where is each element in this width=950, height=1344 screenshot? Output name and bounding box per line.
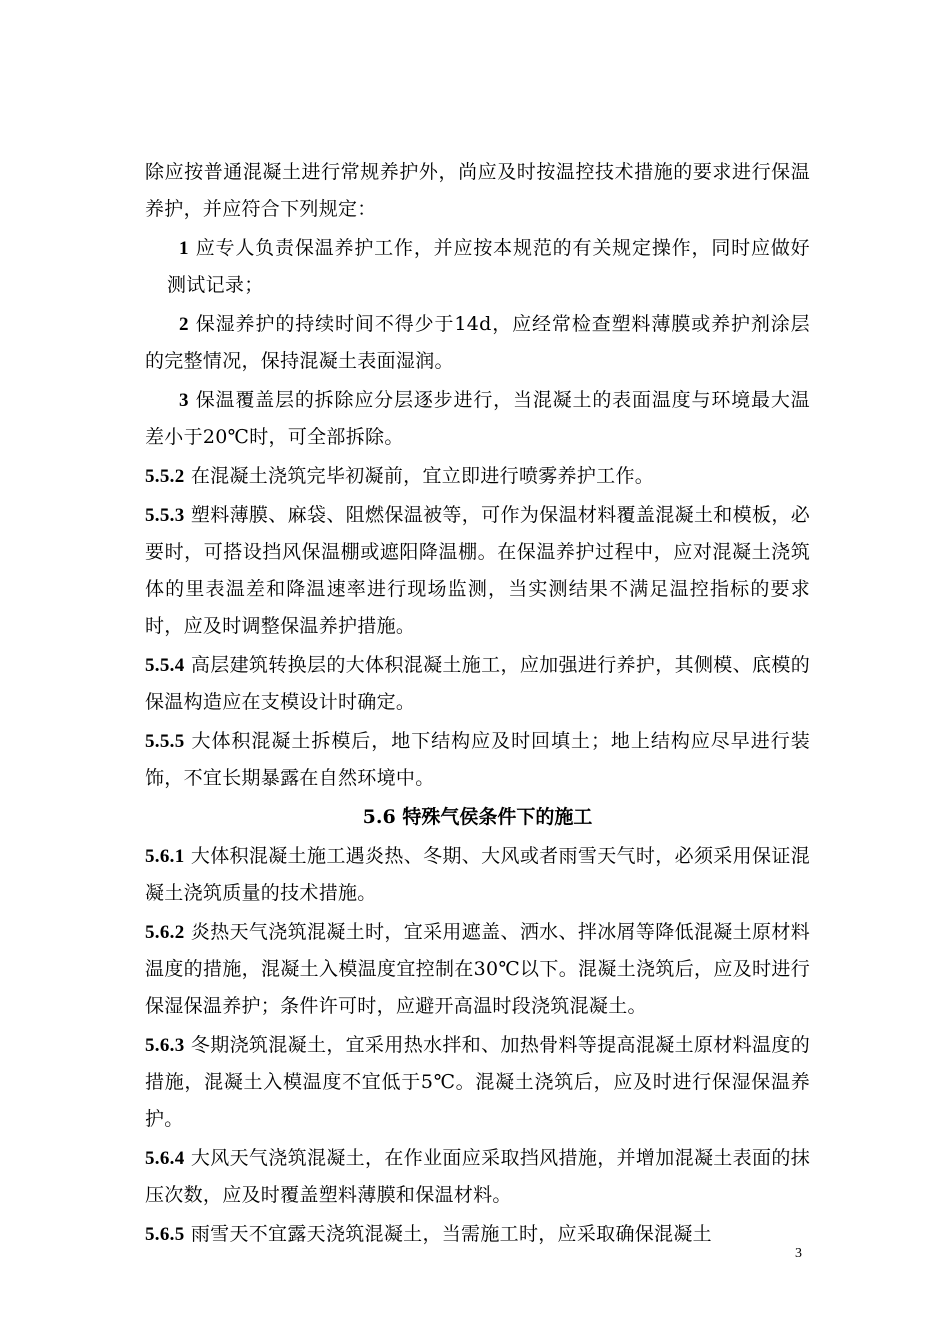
item-text: 保温覆盖层的拆除应分层逐步进行，当混凝土的表面温度与环境最大温差小于20℃时，可全部拆除。 (145, 389, 810, 448)
item-number: 3 (179, 390, 189, 411)
clause-5-5-3 (145, 497, 810, 645)
clause-5-6-3 (145, 1027, 810, 1138)
section-heading: 5.6 特殊气侯条件下的施工 (362, 806, 593, 828)
list-item-1 (145, 230, 810, 304)
clause-text: 雨雪天不宜露天浇筑混凝土，当需施工时，应采取确保混凝土 (190, 1223, 712, 1245)
paragraph-intro (145, 154, 810, 228)
clause-text: 冬期浇筑混凝土，宜采用热水拌和、加热骨料等提高混凝土原材料温度的措施，混凝土入模温度不宜低于5℃。混凝土浇筑后，应及时进行保湿保温养护。 (145, 1034, 810, 1130)
clause-number: 5.6.3 (145, 1035, 185, 1056)
clause-text: 在混凝土浇筑完毕初凝前，宜立即进行喷雾养护工作。 (190, 465, 655, 487)
clause-5-6-1 (145, 838, 810, 912)
clause-number: 5.6.5 (145, 1224, 185, 1245)
clause-number: 5.6.1 (145, 846, 185, 867)
clause-number: 5.5.2 (145, 466, 185, 487)
clause-5-5-5 (145, 723, 810, 797)
clause-text: 塑料薄膜、麻袋、阻燃保温被等，可作为保温材料覆盖混凝土和模板，必要时，可搭设挡风保温棚或遮阳降温棚。在保温养护过程中，应对混凝土浇筑体的里表温差和降温速率进行现场监测，当实测结果不满足温控指标的要求时，应及时调整保温养护措施。 (145, 504, 810, 637)
paragraph-text: 除应按普通混凝土进行常规养护外，尚应及时按温控技术措施的要求进行保温养护，并应符合下列规定： (145, 161, 810, 220)
clause-5-6-4 (145, 1140, 810, 1214)
clause-text: 大体积混凝土拆模后，地下结构应及时回填土；地上结构应尽早进行装饰，不宜长期暴露在自然环境中。 (145, 730, 810, 789)
clause-number: 5.6.4 (145, 1148, 185, 1169)
clause-number: 5.5.3 (145, 505, 185, 526)
clause-text: 炎热天气浇筑混凝土时，宜采用遮盖、洒水、拌冰屑等降低混凝土原材料温度的措施，混凝土入模温度宜控制在30℃以下。混凝土浇筑后，应及时进行保湿保温养护；条件许可时，应避开高温时段浇筑混凝土。 (145, 921, 810, 1017)
clause-5-6-5 (145, 1216, 810, 1253)
item-text: 应专人负责保温养护工作，并应按本规范的有关规定操作，同时应做好测试记录； (167, 237, 810, 296)
clause-5-6-2 (145, 914, 810, 1025)
clause-5-5-4 (145, 647, 810, 721)
page-number: 3 (795, 1246, 802, 1261)
clause-number: 5.5.5 (145, 731, 185, 752)
list-item-2 (145, 306, 810, 380)
clause-text: 大体积混凝土施工遇炎热、冬期、大风或者雨雪天气时，必须采用保证混凝土浇筑质量的技术措施。 (145, 845, 810, 904)
document-body (145, 154, 810, 1255)
item-number: 1 (179, 238, 189, 259)
clause-number: 5.6.2 (145, 922, 185, 943)
list-item-3 (145, 382, 810, 456)
item-text: 保湿养护的持续时间不得少于14d，应经常检查塑料薄膜或养护剂涂层的完整情况，保持混凝土表面湿润。 (145, 313, 810, 372)
clause-text: 高层建筑转换层的大体积混凝土施工，应加强进行养护，其侧模、底模的保温构造应在支模设计时确定。 (145, 654, 810, 713)
clause-text: 大风天气浇筑混凝土，在作业面应采取挡风措施，并增加混凝土表面的抹压次数，应及时覆盖塑料薄膜和保温材料。 (145, 1147, 810, 1206)
item-number: 2 (179, 314, 189, 335)
clause-number: 5.5.4 (145, 655, 185, 676)
clause-5-5-2 (145, 458, 810, 495)
